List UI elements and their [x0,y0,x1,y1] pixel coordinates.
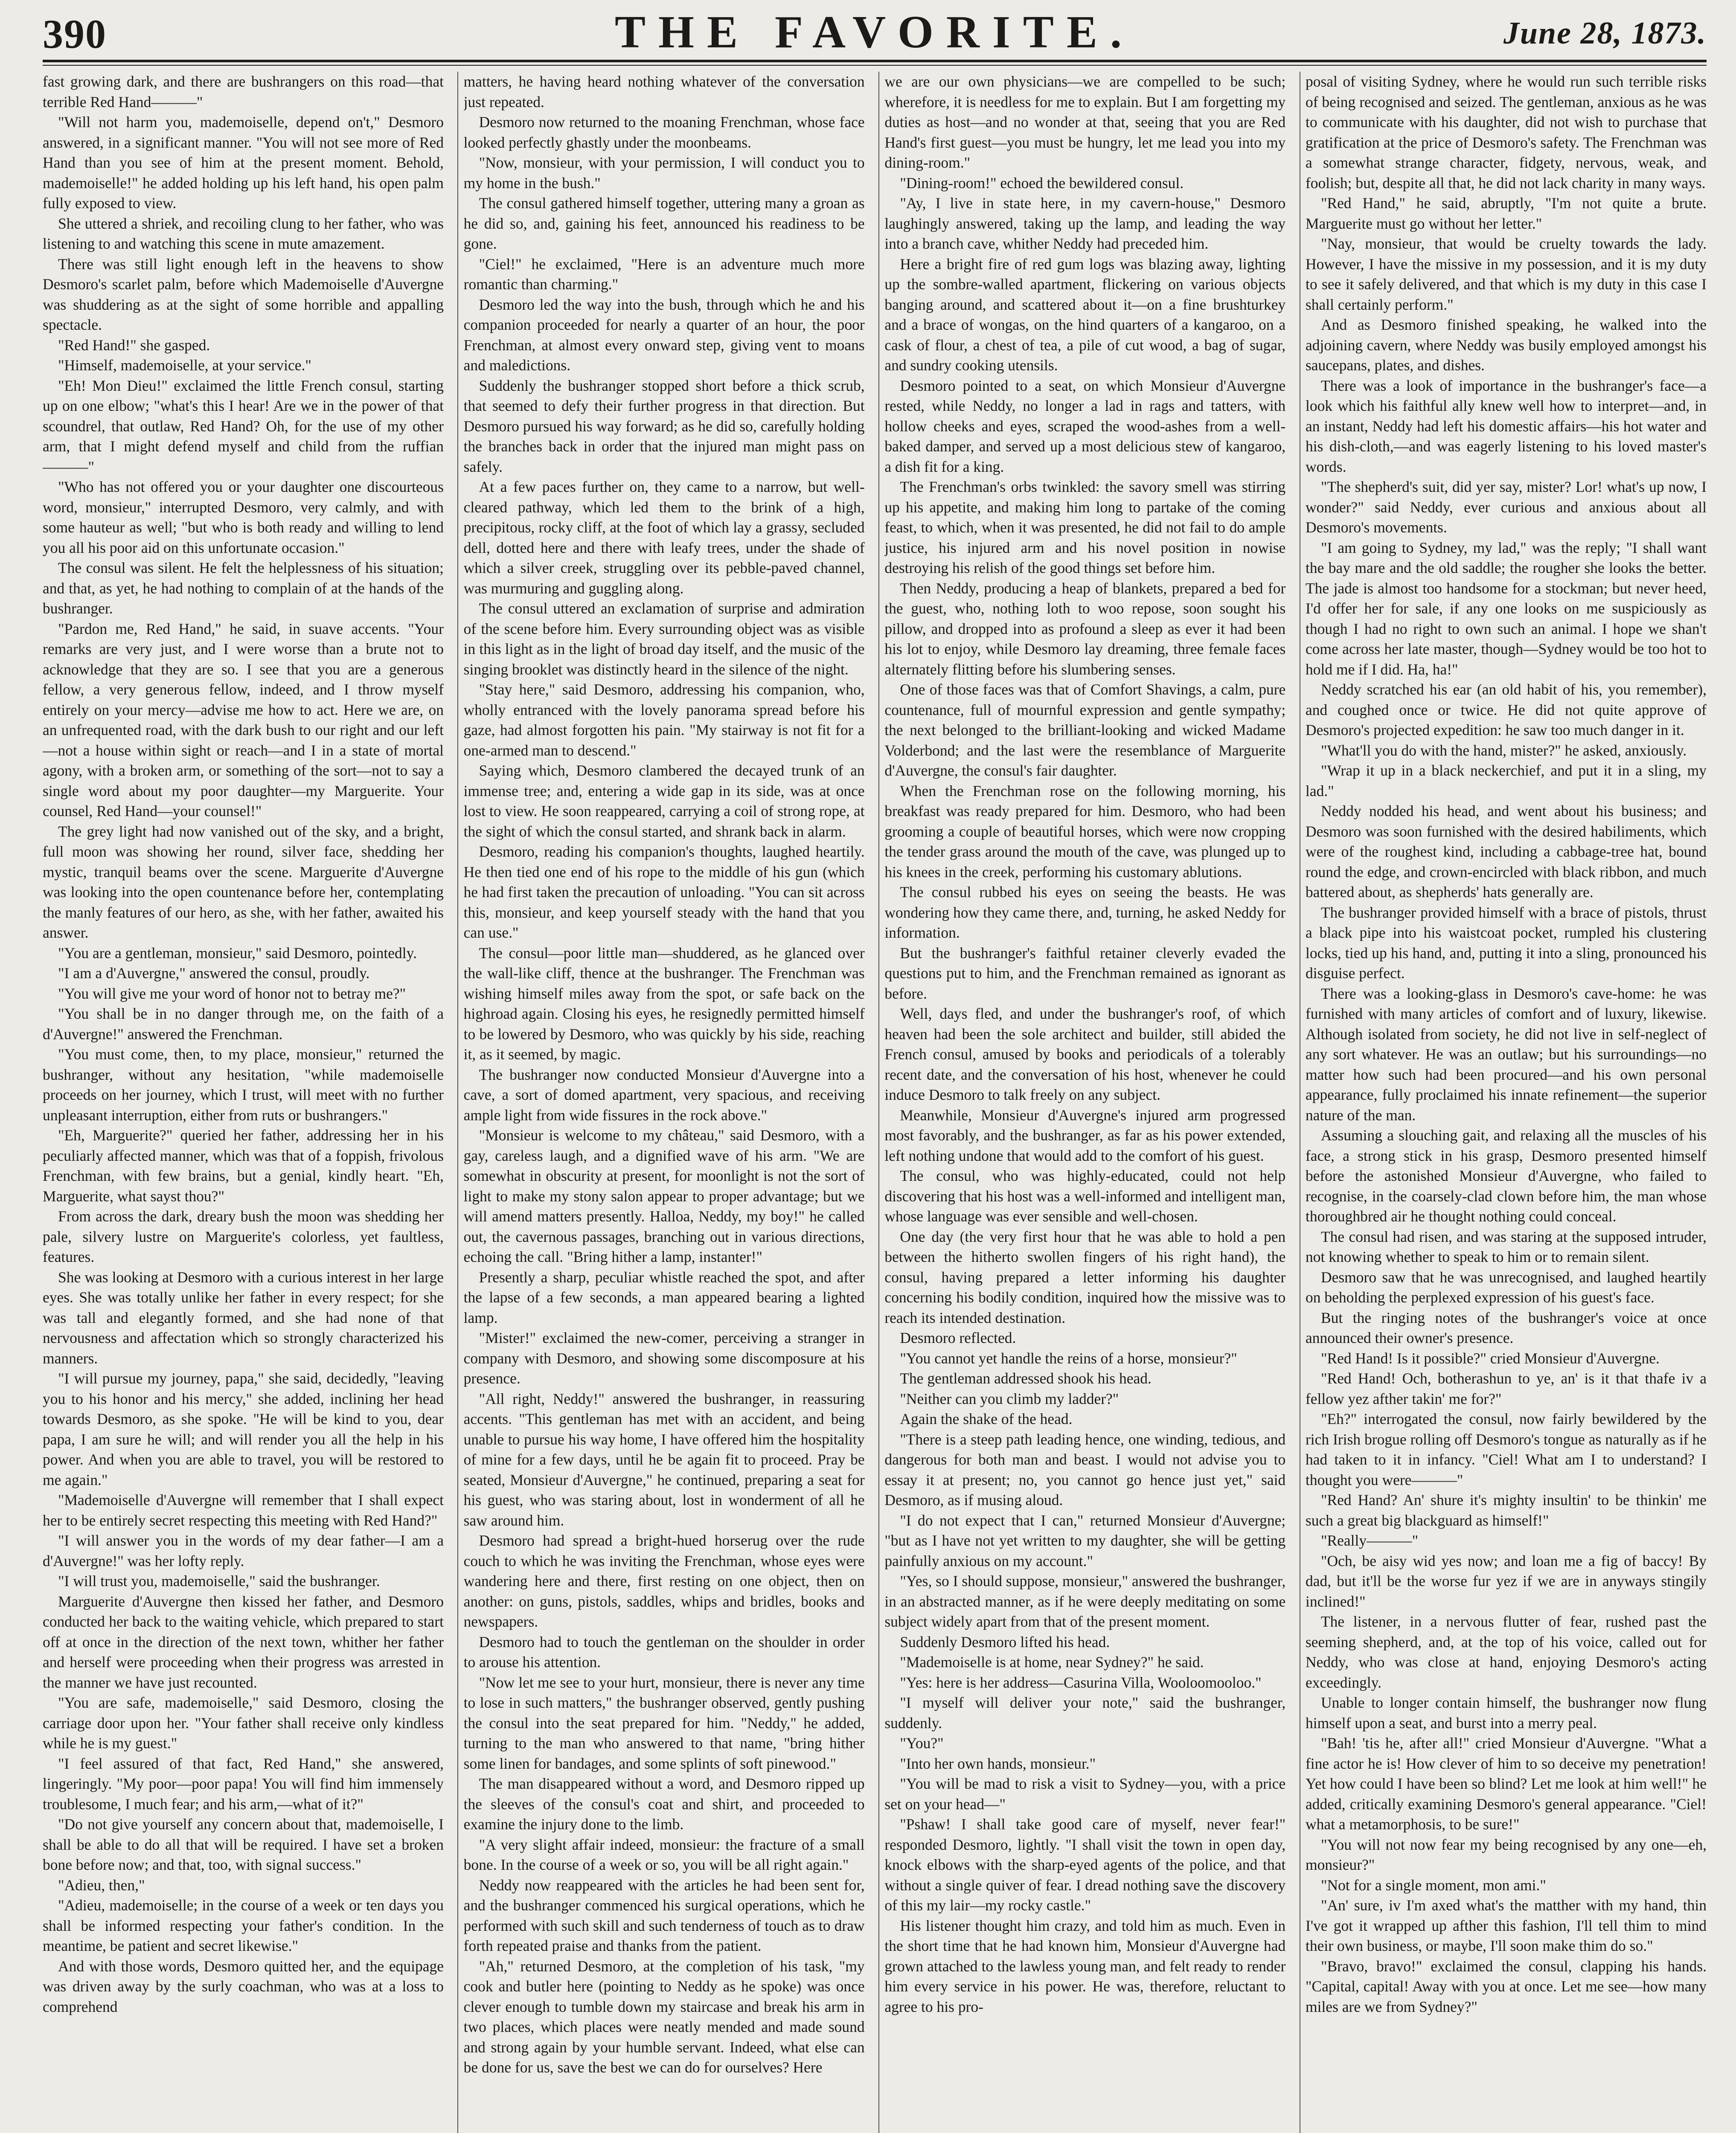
paragraph: "You?" [900,1735,944,1752]
masthead [43,6,1707,57]
paragraph: "Mademoiselle d'Auvergne will remember that I shall expect her to be entirely secret respecting this meeting with Red Hand?" [43,1491,444,1529]
paragraph: "Yes: here is her address—Casurina Villa, Wooloomooloo." [900,1674,1262,1691]
paragraph: "You will be mad to risk a visit to Sydney—you, with a price set on your head—" [884,1775,1286,1813]
paragraph: "You are a gentleman, monsieur," said Desmoro, pointedly. [58,944,417,962]
paragraph: "I am a d'Auvergne," answered the consul, proudly. [58,965,370,982]
paragraph: But the bushranger's faithful retainer cleverly evaded the questions put to him, and the Frenchman remained as ignorant as before. [884,944,1286,1002]
paragraph: The consul gathered himself together, uttering many a groan as he did so, and, gaining his feet, announced his readiness to be gone. [463,195,865,252]
paragraph: Well, days fled, and under the bushranger's roof, of which heaven had been the sole architect and builder, still abided the French consul, amused by books and periodicals of a tolerably recent date, and the conversation of his host, whenever he could induce Desmoro to talk freely on any subject. [884,1005,1286,1103]
column-divider [878,72,879,2133]
paragraph: "Nay, monsieur, that would be cruelty towards the lady. However, I have the missive in my possession, and it is my duty to see it safely delivered, and that which is my duty in this case I shall certainly perform." [1305,235,1707,313]
paragraph: The bushranger provided himself with a brace of pistols, thrust a black pipe into his waistcoat pocket, rumpled his clustering locks, tied up his hand, and, putting it into a sling, pronounced his disguise perfect. [1305,904,1707,982]
paragraph: "Ah," returned Desmoro, at the completion of his task, "my cook and butler here (pointing to Neddy as he spoke) was once clever enough to tumble down my staircase and break his arm in two places, which places were neatly mended and made sound and strong again by your humble servant. Indeed, what else can be done for us, save the best we can do for ourselves? Here [463,1957,865,2076]
paragraph: fast growing dark, and there are bushrangers on this road—that terrible Red Hand———" [43,73,444,110]
paragraph: "Will not harm you, mademoiselle, depend on't," Desmoro answered, in a significant manner. "You will not see more of Red Hand than you see of him at the present moment. Behold, mademoiselle!" he added holding up his left hand, his open palm fully exposed to view. [43,113,444,212]
masthead-rule [43,60,1707,66]
paragraph: "Bravo, bravo!" exclaimed the consul, clapping his hands. "Capital, capital! Away with you at once. Let me see—how many miles are we from Sydney?" [1305,1957,1707,2015]
paragraph: One day (the very first hour that he was able to hold a pen between the hitherto swollen fingers of his right hand), the consul, having prepared a letter informing his daughter concerning his bodily condition, inquired how the missive was to reach its intended destination. [884,1228,1286,1326]
paragraph: "Red Hand," he said, abruptly, "I'm not quite a brute. Marguerite must go without her letter." [1305,195,1707,232]
paragraph: "You will not now fear my being recognised by any one—eh, monsieur?" [1305,1836,1707,1873]
paragraph: "You will give me your word of honor not to betray me?" [58,985,406,1002]
paragraph: Then Neddy, producing a heap of blankets, prepared a bed for the guest, who, nothing loth to woo repose, soon sought his pillow, and dropped into as profound a sleep as ever it had been his lot to enjoy, while Desmoro lay dreaming, three female faces alternately flitting before his slumbering senses. [884,579,1286,678]
text-column-1 [43,72,444,2133]
paragraph: "Pshaw! I shall take good care of myself, never fear!" responded Desmoro, lightly. "I shall visit the town in open day, knock elbows with the sharp-eyed agents of the police, and that without a single quiver of fear. I dread nothing save the discovery of this my lair—my rocky castle." [884,1816,1286,1914]
paragraph: "An' sure, iv I'm axed what's the matther with my hand, thin I've got it wrapped up afther this fashion, I'll tell thim to mind their own business, or maybe, I'll soon make thim do so." [1305,1897,1707,1954]
paragraph: The Frenchman's orbs twinkled: the savory smell was stirring up his appetite, and making him long to partake of the coming feast, to which, when it was presented, he did not fail to do ample justice, his injured arm and his novel position in nowise destroying his relish of the good things set before him. [884,478,1286,576]
paragraph: "Adieu, mademoiselle; in the course of a week or ten days you shall be informed respecting your father's condition. In the meantime, be patient and secret likewise." [43,1897,444,1954]
paragraph: "Neither can you climb my ladder?" [900,1390,1119,1407]
paragraph: "Dining-room!" echoed the bewildered consul. [900,174,1184,192]
paragraph: The consul had risen, and was staring at the supposed intruder, not knowing whether to speak to him or to remain silent. [1305,1228,1707,1265]
article-columns [43,72,1707,2133]
paragraph: Meanwhile, Monsieur d'Auvergne's injured arm progressed most favorably, and the bushranger, as far as his power extended, left nothing undone that would add to the comfort of his guest. [884,1106,1286,1164]
paragraph: Desmoro saw that he was unrecognised, and laughed heartily on beholding the perplexed expression of his guest's face. [1305,1268,1707,1306]
paragraph: "Stay here," said Desmoro, addressing his companion, who, wholly entranced with the lovely panorama spread before his gaze, had almost forgotten his pain. "My stairway is not fit for a one-armed man to descend." [463,681,865,759]
paragraph: "I will trust you, mademoiselle," said the bushranger. [58,1572,380,1590]
paragraph: "Wrap it up in a black neckerchief, and put it in a sling, my lad." [1305,762,1707,799]
paragraph: His listener thought him crazy, and told him as much. Even in the short time that he had known him, Monsieur d'Auvergne had grown attached to the lawless young man, and felt ready to render him every service in his power. He was, therefore, reluctant to agree to his pro- [884,1917,1286,2015]
text-column-3 [884,72,1285,2133]
text-column-4 [1306,72,1707,2133]
paragraph: posal of visiting Sydney, where he would run such terrible risks of being recognised and seized. The gentleman, anxious as he was to communicate with his daughter, did not wish to purchase that gratification at the price of Desmoro's safety. The Frenchman was a somewhat strange character, fidgety, nervous, weak, and foolish; but, despite all that, he did not lack charity in many ways. [1305,73,1707,192]
paragraph: The consul rubbed his eyes on seeing the beasts. He was wondering how they came there, and, turning, he asked Neddy for information. [884,883,1286,941]
paragraph: "Och, be aisy wid yes now; and loan me a fig of baccy! By dad, but it'll be the worse fur yez if we are in anyways stingily inclined!" [1305,1552,1707,1610]
paragraph: "Himself, mademoiselle, at your service." [58,357,311,374]
paragraph: "I am going to Sydney, my lad," was the reply; "I shall want the bay mare and the old saddle; the rougher she looks the better. The jade is almost too handsome for a stockman; but never heed, I'd offer her for sale, if any one looks on me suspiciously as though I had no right to own such an animal. I hope we shan't come across her late master, though—Sydney would be too hot to hold me if I did. Ha, ha!" [1305,539,1707,678]
paragraph: The consul uttered an exclamation of surprise and admiration of the scene before him. Every surrounding object was as visible in this light as in the light of broad day itself, and the music of the singing brooklet was distinctly heard in the silence of the night. [463,600,865,678]
paragraph: Neddy scratched his ear (an old habit of his, you remember), and coughed once or twice. He did not quite approve of Desmoro's projected expedition: he saw too much danger in it. [1305,681,1707,738]
paragraph: "The shepherd's suit, did yer say, mister? Lor! what's up now, I wonder?" said Neddy, ever curious and anxious about all Desmoro's movements. [1305,478,1707,536]
paragraph: One of those faces was that of Comfort Shavings, a calm, pure countenance, full of mournful expression and gentle sympathy; the next belonged to the brilliant-looking and wicked Madame Volderbond; and the last were the resemblance of Marguerite d'Auvergne, the consul's fair daughter. [884,681,1286,779]
paragraph: "Eh, Marguerite?" queried her father, addressing her in his peculiarly affected manner, which was that of a foppish, frivolous Frenchman, with few brains, but a genial, kindly heart. "Eh, Marguerite, what sayst thou?" [43,1127,444,1205]
paragraph: Assuming a slouching gait, and relaxing all the muscles of his face, a strong stick in his grasp, Desmoro presented himself before the astonished Monsieur d'Auvergne, who failed to recognise, in the coarsely-clad clown before him, the man whose thoroughbred air he thought nothing could conceal. [1305,1127,1707,1225]
paragraph: "I feel assured of that fact, Red Hand," she answered, lingeringly. "My poor—poor papa! You will find him immensely troublesome, I much fear; and his arm,—what of it?" [43,1755,444,1813]
column-divider [457,72,458,2133]
paragraph: Desmoro now returned to the moaning Frenchman, whose face looked perfectly ghastly under the moonbeams. [463,113,865,151]
issue-date: June 28, 1873. [1503,16,1707,51]
paragraph: matters, he having heard nothing whatever of the conversation just repeated. [463,73,865,110]
paragraph: "A very slight affair indeed, monsieur: the fracture of a small bone. In the course of a week or so, you will be all right again." [463,1836,865,1873]
paragraph: "Not for a single moment, mon ami." [1320,1876,1546,1894]
paragraph: Again the shake of the head. [900,1410,1073,1427]
paragraph: The listener, in a nervous flutter of fear, rushed past the seeming shepherd, and, at the top of his voice, called out for Neddy, who was close at hand, enjoying Desmoro's acting exceedingly. [1305,1613,1707,1691]
paragraph: "There is a steep path leading hence, one winding, tedious, and dangerous for both man and beast. I would not advise you to essay it at present; no, you cannot go hence just yet," said Desmoro, as if musing aloud. [884,1430,1286,1508]
paragraph: And as Desmoro finished speaking, he walked into the adjoining cavern, where Neddy was busily employed amongst his saucepans, plates, and dishes. [1305,316,1707,374]
paragraph: Saying which, Desmoro clambered the decayed trunk of an immense tree; and, entering a wide gap in its side, was at once lost to view. He soon reappeared, carrying a coil of strong rope, at the sight of which the consul started, and shrank back in alarm. [463,762,865,840]
paragraph: "Really———" [1320,1532,1419,1549]
paragraph: From across the dark, dreary bush the moon was shedding her pale, silvery lustre on Marguerite's colorless, yet faultless, features. [43,1208,444,1265]
paragraph: "Ay, I live in state here, in my cavern-house," Desmoro laughingly answered, taking up the lamp, and leading the way into a branch cave, whither Neddy had preceded him. [884,195,1286,252]
paragraph: "Who has not offered you or your daughter one discourteous word, monsieur," interrupted Desmoro, very calmly, and with some hauteur as well; "but who is both ready and willing to lend you all his poor aid on this unfortunate occasion." [43,478,444,556]
paragraph: "Do not give yourself any concern about that, mademoiselle, I shall be able to do all that will be required. I have set a broken bone before now; and that, too, with signal success." [43,1816,444,1873]
paragraph: Suddenly Desmoro lifted his head. [900,1633,1110,1651]
paragraph: "You must come, then, to my place, monsieur," returned the bushranger, without any hesitation, "while mademoiselle proceeds on her journey, which I trust, will meet with no further unpleasant interruption, either from ruts or bushrangers." [43,1046,444,1124]
paragraph: The consul, who was highly-educated, could not help discovering that his host was a well-informed and intelligent man, whose language was ever sensible and well-chosen. [884,1167,1286,1225]
paragraph: The man disappeared without a word, and Desmoro ripped up the sleeves of the consul's coat and shirt, and proceeded to examine the injury done to the limb. [463,1775,865,1833]
paragraph: Neddy nodded his head, and went about his business; and Desmoro was soon furnished with the desired habiliments, which were of the roughest kind, including a cabbage-tree hat, bound round the edge, and crown-encircled with black ribbon, and much battered about, as shepherds' hats generally are. [1305,802,1707,901]
paragraph: She was looking at Desmoro with a curious interest in her large eyes. She was totally unlike her father in every respect; for she was tall and elegantly formed, and she had none of that nervousness and affectation which so strongly characterized his manners. [43,1268,444,1367]
paragraph: There was still light enough left in the heavens to show Desmoro's scarlet palm, before which Mademoiselle d'Auvergne was shuddering as at the sight of some horrible and appalling spectacle. [43,255,444,333]
paragraph: And with those words, Desmoro quitted her, and the equipage was driven away by the surly coachman, who was at a loss to comprehend [43,1957,444,2015]
paragraph: "Ciel!" he exclaimed, "Here is an adventure much more romantic than charming." [463,255,865,293]
paragraph: Desmoro pointed to a seat, on which Monsieur d'Auvergne rested, while Neddy, no longer a lad in rags and tatters, with hollow cheeks and eyes, scraped the wood-ashes from a well-baked damper, and served up a most delicious stew of kangaroo, a dish fit for a king. [884,377,1286,475]
paragraph: She uttered a shriek, and recoiling clung to her father, who was listening to and watching this scene in mute amazement. [43,215,444,252]
paragraph: At a few paces further on, they came to a narrow, but well-cleared pathway, which led them to the brink of a high, precipitous, rocky cliff, at the foot of which lay a grassy, secluded dell, dotted here and there with leafy trees, under the shade of which a silver creek, struggling over its pebble-paved channel, was murmuring and guggling along. [463,478,865,597]
paragraph: "Adieu, then," [58,1876,145,1894]
paragraph: we are our own physicians—we are compelled to be such; wherefore, it is needless for me to explain. But I am forgetting my duties as host—and no wonder at that, seeing that you are Red Hand's first guest—you must be hungry, let me lead you into my dining-room." [884,73,1286,171]
paragraph: The consul was silent. He felt the helplessness of his situation; and that, as yet, he had nothing to complain of at the hands of the bushranger. [43,559,444,617]
paragraph: "Now let me see to your hurt, monsieur, there is never any time to lose in such matters," the bushranger observed, gently pushing the consul into the seat prepared for him. "Neddy," he added, turning to the man who answered to that name, "bring hither some linen for bandages, and some splints of soft pinewood." [463,1674,865,1772]
paragraph: "You shall be in no danger through me, on the faith of a d'Auvergne!" answered the Frenchman. [43,1005,444,1043]
paragraph: "Yes, so I should suppose, monsieur," answered the bushranger, in an abstracted manner, as if he were deeply meditating on some subject widely apart from that of the present moment. [884,1572,1286,1630]
paragraph: Marguerite d'Auvergne then kissed her father, and Desmoro conducted her back to the waiting vehicle, which prepared to start off at once in the direction of the next town, whither her father and herself were proceeding when their progress was arrested in the manner we have just recounted. [43,1592,444,1691]
paragraph: "I myself will deliver your note," said the bushranger, suddenly. [884,1694,1286,1732]
paragraph: "I will pursue my journey, papa," she said, decidedly, "leaving you to his honor and his mercy," she added, inclining her head towards Desmoro, as she spoke. "He will be kind to you, dear papa, I am sure he will; and will render you all the help in his power. And when you are able to travel, you will be restored to me again." [43,1370,444,1488]
page-number: 390 [43,11,107,57]
paragraph: Presently a sharp, peculiar whistle reached the spot, and after the lapse of a few seconds, a man appeared bearing a lighted lamp. [463,1268,865,1326]
paragraph: "Red Hand! Och, botherashun to ye, an' is it that thafe iv a fellow yez afther takin' me for?" [1305,1370,1707,1407]
paragraph: "Eh! Mon Dieu!" exclaimed the little French consul, starting up on one elbow; "what's this I hear! Are we in the power of that scoundrel, that outlaw, Red Hand? Oh, for the use of my other arm, that I might defend myself and child from the ruffian———" [43,377,444,475]
paragraph: "I do not expect that I can," returned Monsieur d'Auvergne; "but as I have not yet written to my daughter, she will be getting painfully anxious on my account." [884,1511,1286,1569]
paragraph: "All right, Neddy!" answered the bushranger, in reassuring accents. "This gentleman has met with an accident, and being unable to pursue his way home, I have offered him the hospitality of mine for a few days, until he be again fit to proceed. Pray be seated, Monsieur d'Auvergne," he continued, preparing a seat for his guest, who was staring about, lost in wonderment of all he saw around him. [463,1390,865,1529]
paragraph: The gentleman addressed shook his head. [900,1370,1152,1387]
paragraph: When the Frenchman rose on the following morning, his breakfast was ready prepared for him. Desmoro, who had been grooming a couple of beautiful horses, which were now cropping the tender grass around the mouth of the cave, was plunged up to his knees in the creek, performing his customary ablutions. [884,782,1286,881]
paragraph: But the ringing notes of the bushranger's voice at once announced their owner's presence. [1305,1309,1707,1346]
paragraph: "Red Hand? An' shure it's mighty insultin' to be thinkin' me such a great big blackguard as himself!" [1305,1491,1707,1529]
paragraph: Unable to longer contain himself, the bushranger now flung himself upon a seat, and burst into a merry peal. [1305,1694,1707,1732]
paragraph: There was a looking-glass in Desmoro's cave-home: he was furnished with many articles of comfort and of luxury, likewise. Although isolated from society, he did not live in self-neglect of any sort whatever. He was an outlaw; but his surroundings—no matter how such had been procured—and his own personal appearance, fully proclaimed his innate refinement—the superior nature of the man. [1305,985,1707,1124]
paragraph: "Red Hand!" she gasped. [58,336,210,354]
journal-title: THE FAVORITE. [614,7,1135,58]
paragraph: Desmoro had spread a bright-hued horserug over the rude couch to which he was inviting the Frenchman, whose eyes were wandering here and there, first resting on one object, then on another: on guns, pistols, saddles, whips and bridles, books and newspapers. [463,1532,865,1630]
paragraph: Desmoro reflected. [900,1329,1016,1346]
paragraph: "Mister!" exclaimed the new-comer, perceiving a stranger in company with Desmoro, and showing some discomposure at his presence. [463,1329,865,1387]
paragraph: Suddenly the bushranger stopped short before a thick scrub, that seemed to defy their further progress in that direction. But Desmoro pursued his way forward; as he did so, carefully holding the branches back in order that the injured man might pass on safely. [463,377,865,475]
paragraph: "Now, monsieur, with your permission, I will conduct you to my home in the bush." [463,154,865,192]
paragraph: Desmoro, reading his companion's thoughts, laughed heartily. He then tied one end of his rope to the middle of his gun (which he had first taken the precaution of unloading. "You can sit across this, monsieur, and keep yourself steady with the hand that you can use." [463,843,865,941]
paragraph: "Eh?" interrogated the consul, now fairly bewildered by the rich Irish brogue rolling off Desmoro's tongue as naturally as if he had taken to it in infancy. "Ciel! What am I to understand? I thought you were———" [1305,1410,1707,1488]
paragraph: "Bah! 'tis he, after all!" cried Monsieur d'Auvergne. "What a fine actor he is! How clever of him to so deceive my penetration! Yet how could I have been so blind? Let me look at him well!" he added, critically examining Desmoro's general appearance. "Ciel! what a metamorphosis, to be sure!" [1305,1735,1707,1833]
paragraph: "You cannot yet handle the reins of a horse, monsieur?" [900,1349,1237,1367]
paragraph: "Pardon me, Red Hand," he said, in suave accents. "Your remarks are very just, and I were worse than a brute not to acknowledge that they are so. I see that you are a generous fellow, a very generous fellow, indeed, and I throw myself entirely on your mercy—advise me how to act. Here we are, on an unfrequented road, with the dark bush to our right and our left—not a house within sight or reach—and I in a state of mortal agony, with a broken arm, or something of the sort—not to say a single word about my poor daughter—my Marguerite. Your counsel, Red Hand—your counsel!" [43,620,444,819]
paragraph: Here a bright fire of red gum logs was blazing away, lighting up the sombre-walled apartment, flickering on various objects banging around, and scattered about it—on a fine brushturkey and a brace of wongas, on the hind quarters of a kangaroo, on a cask of flour, a chest of tea, a pile of cut wood, a bag of sugar, and sundry cooking utensils. [884,255,1286,374]
paragraph: The bushranger now conducted Monsieur d'Auvergne into a cave, a sort of domed apartment, very spacious, and receiving ample light from wide fissures in the rock above." [463,1066,865,1124]
paragraph: "Into her own hands, monsieur." [900,1755,1096,1772]
paragraph: Desmoro had to touch the gentleman on the shoulder in order to arouse his attention. [463,1633,865,1671]
paragraph: There was a look of importance in the bushranger's face—a look which his faithful ally knew well how to interpret—and, in an instant, Neddy had left his domestic affairs—his hot water and his dish-cloth,—and was eagerly listening to his loved master's words. [1305,377,1707,475]
paragraph: "Mademoiselle is at home, near Sydney?" he said. [900,1654,1204,1671]
paragraph: "You are safe, mademoiselle," said Desmoro, closing the carriage door upon her. "Your father shall receive only kindless while he is my guest." [43,1694,444,1752]
paragraph: The consul—poor little man—shuddered, as he glanced over the wall-like cliff, thence at the bushranger. The Frenchman was wishing himself miles away from the spot, or safe back on the highroad again. Closing his eyes, he resignedly permitted himself to be lowered by Desmoro, who was quickly by his side, reaching it, as it seemed, by magic. [463,944,865,1063]
paragraph: The grey light had now vanished out of the sky, and a bright, full moon was showing her round, silver face, shedding her mystic, tranquil beams over the scene. Marguerite d'Auvergne was looking into the open countenance before her, contemplating the manly features of our hero, as she, with her father, awaited his answer. [43,822,444,941]
paragraph: "Red Hand! Is it possible?" cried Monsieur d'Auvergne. [1320,1349,1660,1367]
paragraph: Neddy now reappeared with the articles he had been sent for, and the bushranger commenced his surgical operations, which he performed with such skill and such tenderness of touch as to draw forth repeated praise and thanks from the patient. [463,1876,865,1954]
paragraph: Desmoro led the way into the bush, through which he and his companion proceeded for nearly a quarter of an hour, the poor Frenchman, at almost every onward step, giving vent to moans and maledictions. [463,296,865,374]
paragraph: "I will answer you in the words of my dear father—I am a d'Auvergne!" was her lofty reply. [43,1532,444,1569]
text-column-2 [464,72,865,2133]
paragraph: "Monsieur is welcome to my château," said Desmoro, with a gay, careless laugh, and a dignified wave of his arm. "We are somewhat in obscurity at present, for moonlight is not the sort of light to make my stony salon appear to proper advantage; but we will amend matters presently. Halloa, Neddy, my boy!" he called out, the cavernous passages, branching out in various directions, echoing the call. "Bring hither a lamp, instanter!" [463,1127,865,1265]
paragraph: "What'll you do with the hand, mister?" he asked, anxiously. [1320,741,1687,759]
